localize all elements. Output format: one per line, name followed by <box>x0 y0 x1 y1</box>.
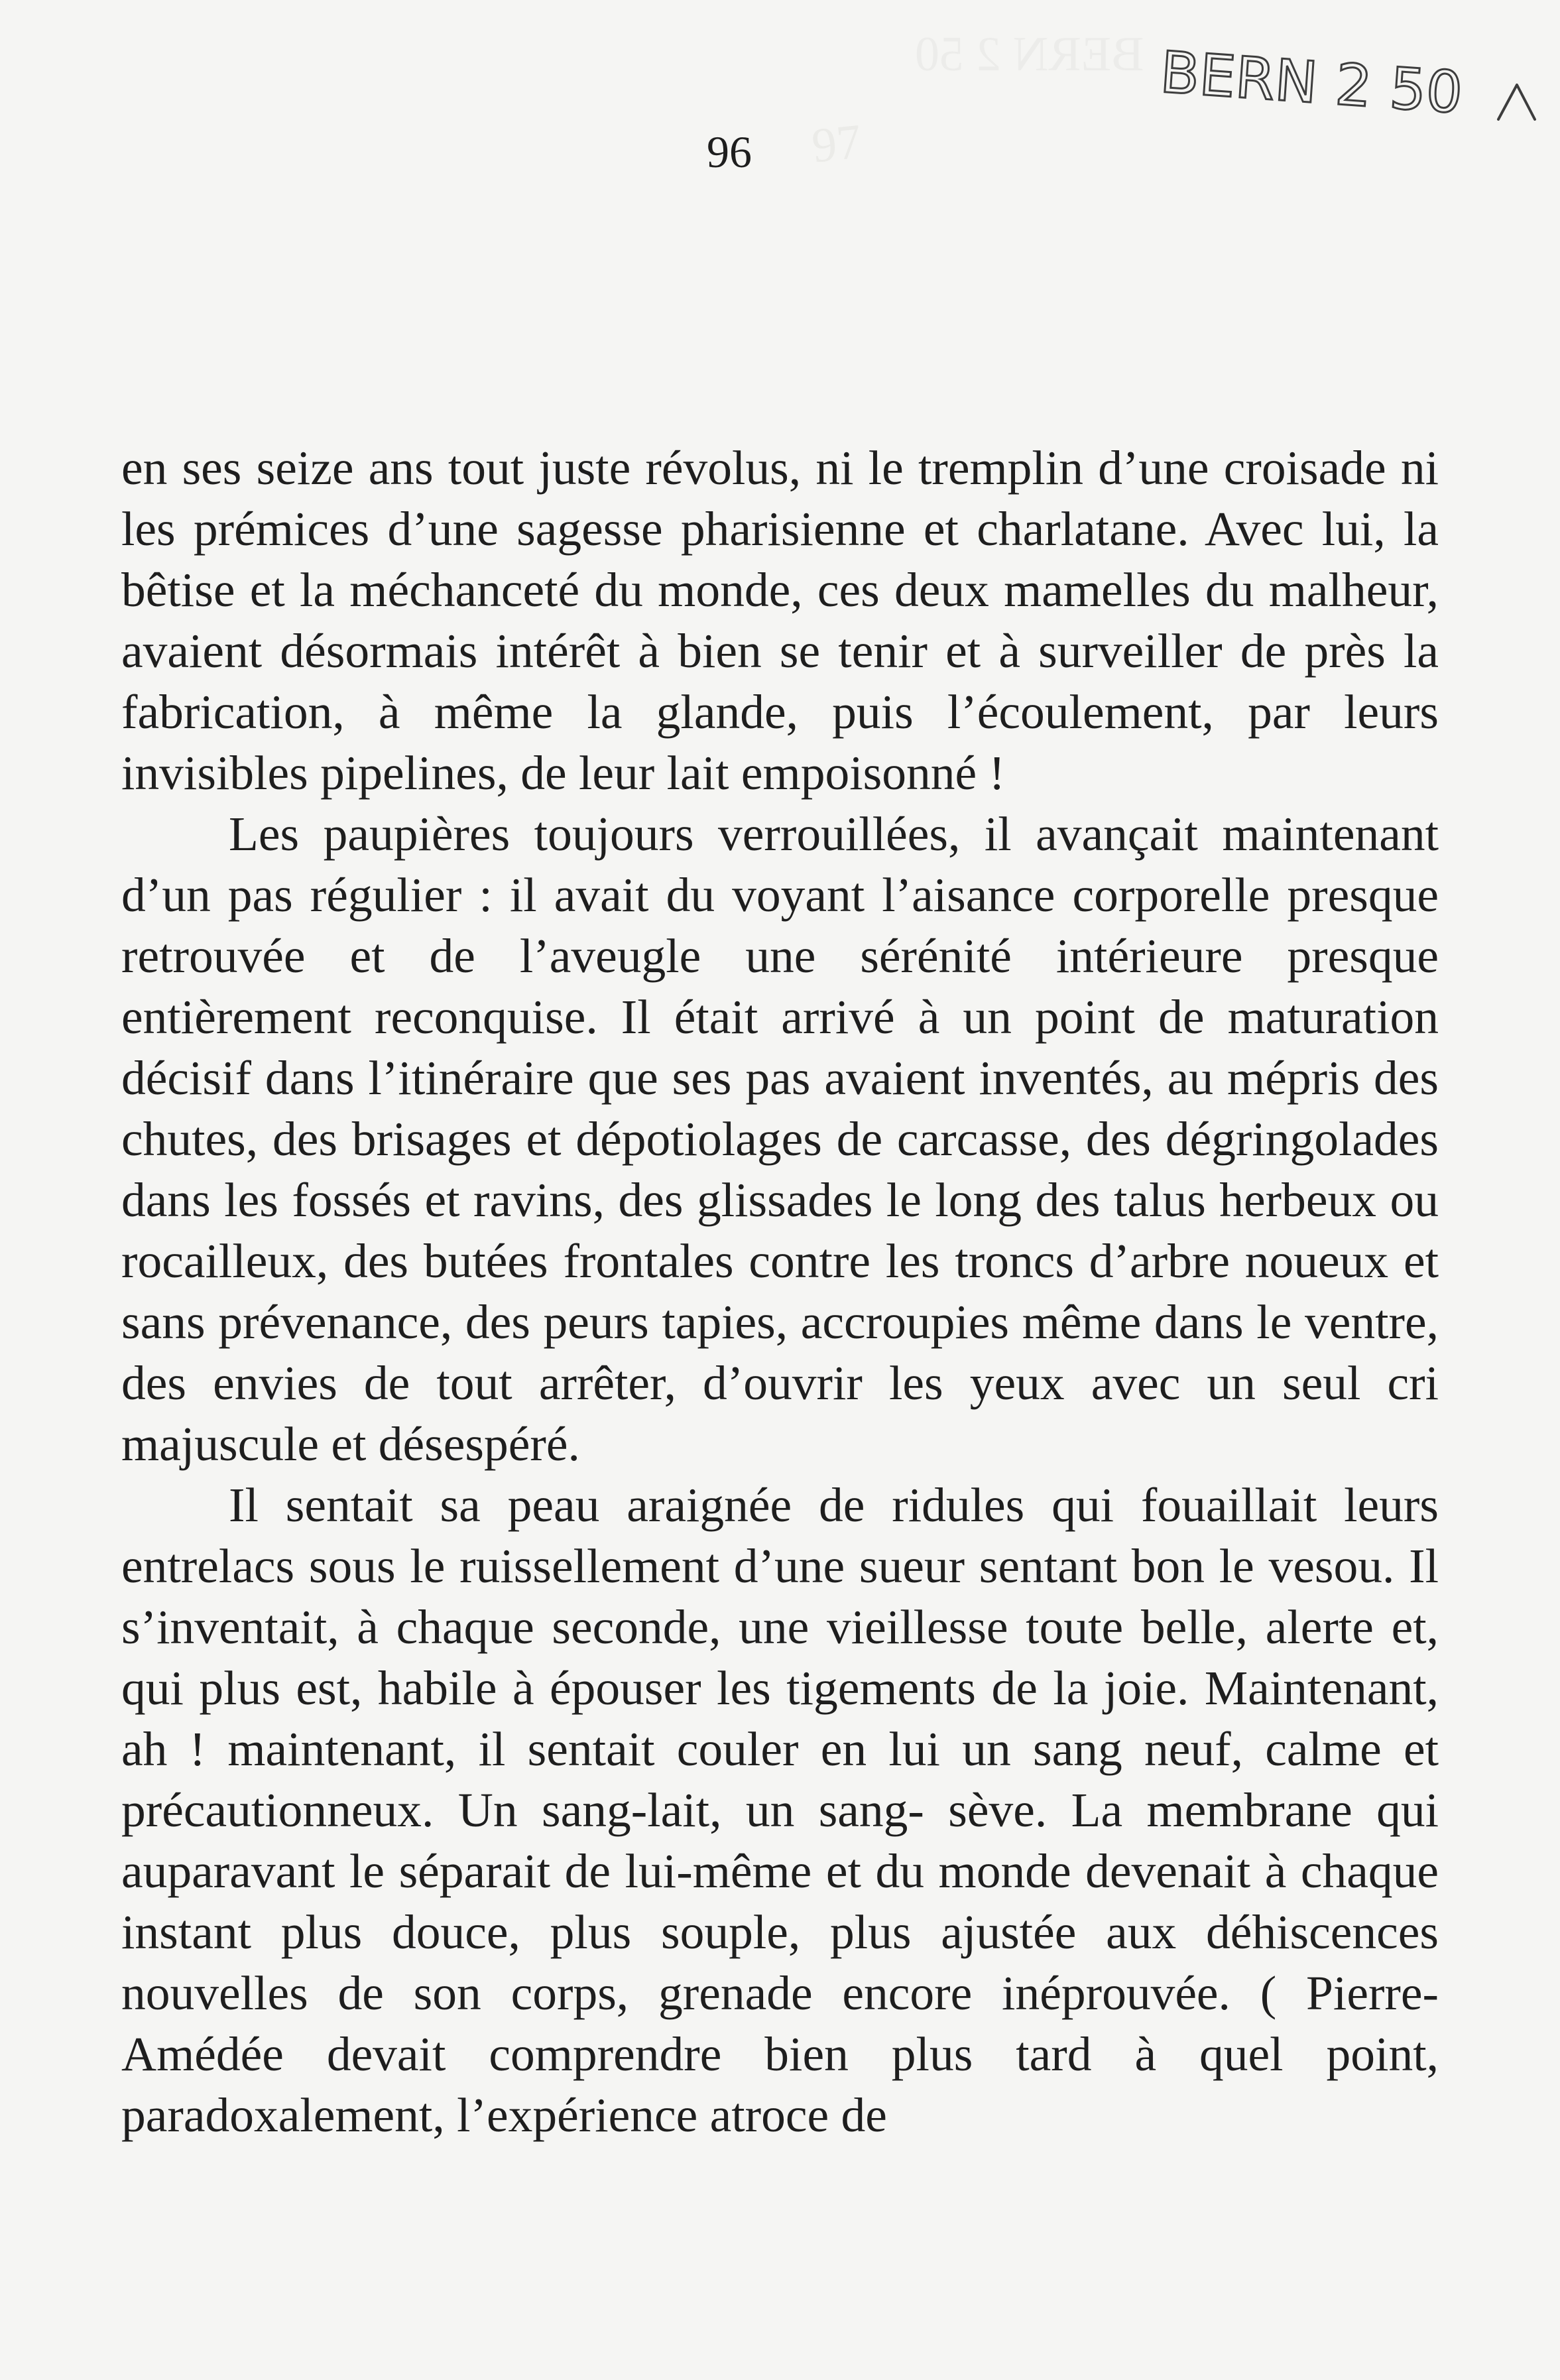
text-line: vesou. Il s’inventait, à chaque seconde, une vieillesse toute <box>121 1539 1439 1654</box>
text-line: charlatane. Avec lui, la bêtise et la méchanceté du monde, ces <box>121 502 1439 617</box>
text-line: prévenance, des peurs tapies, accroupies même dans le ventre, <box>218 1295 1439 1349</box>
text-line: deux mamelles du malheur, avaient désormais intérêt à bien se <box>121 563 1439 678</box>
mirror-handwritten-note: BERN 2 50 <box>915 27 1144 82</box>
text-line: point de maturation décisif dans l’itinéraire que ses pas <box>121 990 1439 1105</box>
page-number: 96 <box>707 127 752 177</box>
text-line: sang neuf, calme et précautionneux. Un sang-lait, un sang- <box>121 1722 1439 1837</box>
text-line: entrelacs sous le ruissellement d’une sueur sentant bon le <box>121 1539 1254 1593</box>
text-line: tenir et à surveiller de près la fabrication, à même la glande, <box>121 624 1439 739</box>
text-line: croisade ni les prémices d’une sagesse pharisienne et <box>121 441 1439 556</box>
text-line: majuscule et désespéré. <box>121 1417 580 1471</box>
caret-mark-icon <box>1498 85 1535 119</box>
paragraph <box>121 438 1439 804</box>
text-line: avaient inventés, au mépris des chutes, des brisages et <box>121 1051 1439 1166</box>
text-line: encore inéprouvée. ( Pierre-Amédée devait comprendre bien <box>121 1966 1439 2081</box>
text-line: la joie. Maintenant, ah ! maintenant, il sentait couler en lui un <box>121 1661 1439 1776</box>
text-line: plus tard à quel point, paradoxalement, l’expérience atroce de <box>121 2027 1439 2142</box>
paragraph <box>121 1475 1439 2146</box>
text-line: maintenant d’un pas régulier : il avait du voyant l’aisance <box>121 807 1439 922</box>
text-line: Il sentait sa peau araignée de ridules qui fouaillait leurs <box>229 1478 1439 1532</box>
text-line: en ses seize ans tout juste révolus, ni le tremplin d’une <box>121 441 1209 495</box>
text-line: corporelle presque retrouvée et de l’aveugle une sérénité <box>121 868 1439 983</box>
text-line: dépotiolages de carcasse, des dégringolades dans les fossés et <box>121 1112 1439 1227</box>
text-line: belle, alerte et, qui plus est, habile à épouser les tigements de <box>121 1600 1439 1715</box>
text-line: plus ajustée aux déhiscences nouvelles de son corps, grenade <box>121 1905 1439 2020</box>
text-line: Les paupières toujours verrouillées, il avançait <box>229 807 1198 861</box>
text-line: des envies de tout arrêter, d’ouvrir les yeux avec un seul cri <box>121 1356 1439 1410</box>
text-line: sève. La membrane qui auparavant le séparait de lui-même et <box>121 1783 1439 1898</box>
text-line: puis l’écoulement, par leurs invisibles pipelines, de leur lait <box>121 685 1439 800</box>
body-text <box>121 438 1439 2146</box>
mirror-page-number: 97 <box>809 114 865 174</box>
text-line: intérieure presque entièrement reconquise. Il était arrivé à un <box>121 929 1439 1044</box>
handwritten-note-text: BERN 2 50 <box>1158 39 1465 127</box>
text-line: empoisonné ! <box>741 746 1005 800</box>
text-line: des butées frontales contre les troncs d’arbre noueux et sans <box>121 1234 1439 1349</box>
paragraph <box>121 804 1439 1475</box>
text-line: ravins, des glissades le long des talus herbeux ou rocailleux, <box>121 1173 1439 1288</box>
text-line: du monde devenait à chaque instant plus douce, plus souple, <box>121 1844 1439 1959</box>
